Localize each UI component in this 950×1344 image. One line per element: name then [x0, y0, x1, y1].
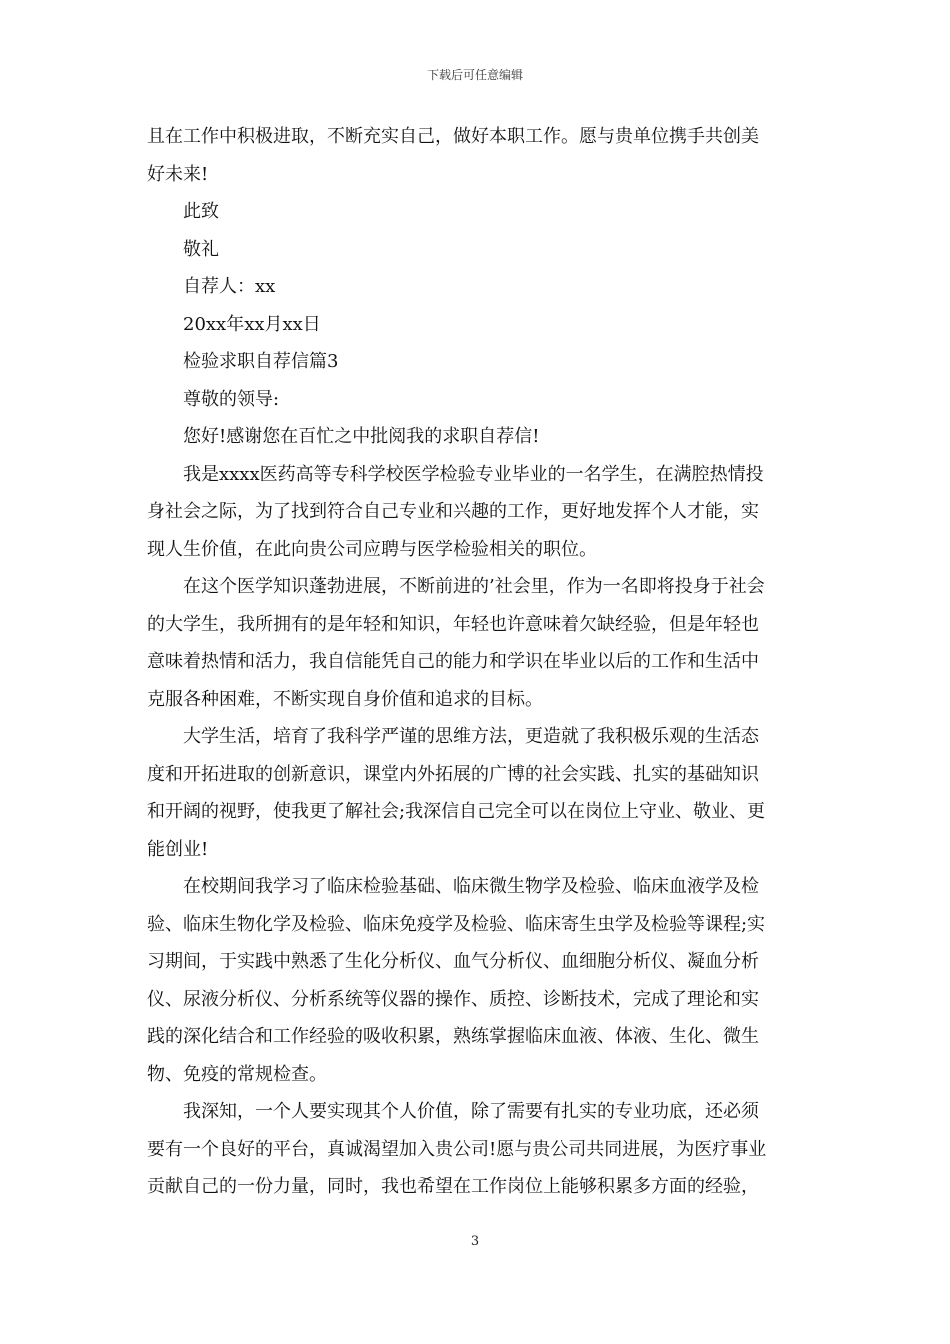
page-number: 3 [470, 1234, 480, 1249]
text-line: 要有一个良好的平台，真诚渴望加入贵公司!愿与贵公司共同进展，为医疗事业 [147, 1138, 767, 1160]
page-header-note: 下载后可任意编辑 [426, 68, 523, 82]
text-line: 和开阔的视野，使我更了解社会;我深信自己完全可以在岗位上守业、敬业、更 [147, 801, 766, 822]
date-line: 20xx年xx月xx日 [183, 313, 321, 335]
text-line: 克服各种困难，不断实现自身价值和追求的目标。 [147, 688, 543, 710]
text-line: 验、临床生物化学及检验、临床免疫学及检验、临床寄生虫学及检验等课程;实 [147, 913, 766, 935]
section-title: 检验求职自荐信篇3 [183, 351, 339, 372]
text-line: 且在工作中积极进取，不断充实自己，做好本职工作。愿与贵单位携手共创美 [147, 126, 759, 147]
text-line: 好未来! [147, 163, 209, 185]
text-line: 在校期间我学习了临床检验基础、临床微生物学及检验、临床血液学及检 [183, 876, 759, 897]
opening-line: 您好!感谢您在百忙之中批阅我的求职自荐信! [183, 426, 540, 447]
text-line: 现人生价值，在此向贵公司应聘与医学检验相关的职位。 [147, 538, 597, 560]
document-body [147, 118, 807, 1206]
closing-salutation: 此致 [183, 201, 219, 222]
text-line: 在这个医学知识蓬勃进展，不断前进的’社会里，作为一名即将投身于社会 [183, 576, 765, 597]
text-line: 大学生活，培育了我科学严谨的思维方法，更造就了我积极乐观的生活态 [183, 726, 759, 747]
text-line: 意味着热情和活力，我自信能凭自己的能力和学识在毕业以后的工作和生活中 [147, 651, 759, 672]
text-line: 能创业! [147, 838, 209, 860]
text-line: 仪、尿液分析仪、分析系统等仪器的操作、质控、诊断技术，完成了理论和实 [147, 988, 759, 1010]
text-line: 贡献自己的一份力量，同时，我也希望在工作岗位上能够积累多方面的经验， [147, 1176, 759, 1197]
text-line: 度和开拓进取的创新意识，课堂内外拓展的广博的社会实践、扎实的基础知识 [147, 763, 759, 785]
signature-line: 自荐人：xx [183, 276, 276, 297]
greeting: 尊敬的领导: [183, 388, 280, 410]
text-line: 我是xxxx医药高等专科学校医学检验专业毕业的一名学生，在满腔热情投 [183, 463, 764, 485]
closing-regards: 敬礼 [183, 238, 219, 260]
text-line: 践的深化结合和工作经验的吸收积累，熟练掌握临床血液、体液、生化、微生 [147, 1026, 759, 1047]
text-line: 物、免疫的常规检查。 [147, 1063, 327, 1085]
text-line: 身社会之际，为了找到符合自己专业和兴趣的工作，更好地发挥个人才能，实 [147, 501, 759, 522]
text-line: 我深知，一个人要实现其个人价值，除了需要有扎实的专业功底，还必须 [183, 1101, 759, 1122]
text-line: 的大学生，我所拥有的是年轻和知识，年轻也许意味着欠缺经验，但是年轻也 [147, 613, 759, 635]
text-line: 习期间，于实践中熟悉了生化分析仪、血气分析仪、血细胞分析仪、凝血分析 [147, 951, 759, 972]
